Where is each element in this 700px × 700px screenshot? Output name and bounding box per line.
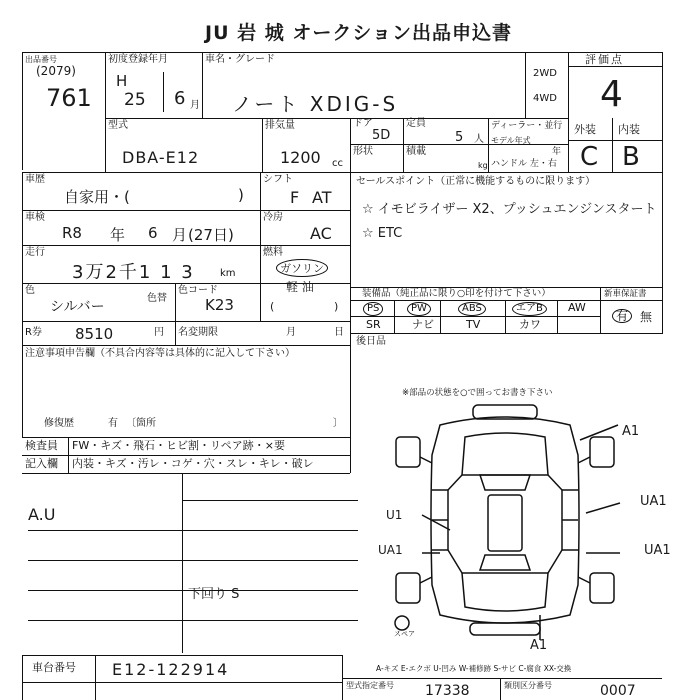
displacement-unit: cc [332, 158, 343, 169]
type-label: 型式 [108, 120, 128, 131]
model-year-unit: 年 [552, 147, 562, 157]
attachments-label: 後日品 [356, 336, 386, 347]
repair-close: 〕 [333, 418, 343, 429]
name-change-month-unit: 月 [286, 327, 296, 338]
aircon-label: 冷房 [263, 212, 283, 223]
aircon-value: AC [310, 224, 332, 243]
damage-mark-ua1-left: UA1 [378, 543, 403, 557]
shape-label: 形状 [353, 146, 373, 157]
dealer-label: ディーラー・並行 [491, 121, 563, 131]
shift-value: AT [312, 188, 332, 207]
registration-month: 6 [174, 88, 186, 109]
equip-leather: カワ [519, 318, 541, 331]
registration-year: 25 [124, 90, 146, 110]
mileage-label: 走行 [25, 247, 45, 258]
model-year-label: モデル年式 [491, 136, 531, 145]
equip-airbag: エアB [512, 302, 547, 316]
color-label: 色 [25, 285, 35, 296]
mileage-value: 3万2千1 1 3 [72, 262, 195, 283]
warranty-yes: 有 [612, 309, 632, 323]
damage-mark-a1-bottom: A1 [530, 638, 548, 653]
model-label: 車名・グレード [205, 54, 275, 65]
inspection-era: R8 [62, 224, 82, 242]
registration-label: 初度登録年月 [108, 54, 168, 65]
registration-month-unit: 月 [190, 100, 200, 111]
category-label: 車歴 [25, 174, 45, 185]
capacity-value: 5 [455, 130, 464, 145]
equip-aw: AW [568, 301, 586, 314]
fuel-paren-close: ) [334, 300, 339, 313]
equip-navi: ナビ [412, 318, 434, 331]
doors-value: 5D [372, 128, 391, 143]
notes-label: 注意事項申告欄（不具合内容等は具体的に記入して下さい） [25, 348, 295, 359]
handle-label: ハンドル 左・右 [491, 159, 557, 169]
damage-mark-a1-top: A1 [622, 424, 640, 439]
fuel-diesel: 軽 油 [286, 280, 314, 294]
lot-area-label: 出品番号 [25, 55, 57, 64]
lot-code: (2079) [36, 64, 76, 78]
inspection-day: (27日) [188, 226, 234, 244]
repair-value: 有 [108, 418, 118, 429]
category-value: 自家用・( [64, 188, 130, 206]
exterior-value: C [580, 142, 599, 172]
form-title: JU 岩 城 オークション出品申込書 [205, 22, 512, 44]
shift-prefix: F [290, 188, 300, 207]
name-change-day-unit: 日 [334, 327, 344, 338]
equip-abs: ABS [458, 302, 486, 316]
diagram-hint: ※部品の状態を○で囲ってお書き下さい [402, 388, 553, 398]
category-class-value: 0007 [600, 683, 636, 699]
type-designation-value: 17338 [425, 683, 470, 699]
name-change-label: 名変期限 [178, 327, 218, 338]
inspector-note-2: 下回り S [188, 587, 240, 602]
car-diagram [380, 395, 630, 645]
sales-points-line1: ☆ イモビライザー X2、プッシュエンジンスタート [362, 202, 657, 217]
interior-label: 内装 [618, 123, 640, 136]
inspector-label-2: 記入欄 [25, 457, 58, 470]
shift-label: シフト [263, 174, 293, 185]
type-designation-label: 型式指定番号 [346, 681, 394, 690]
interior-value: B [622, 142, 640, 172]
equip-ps: PS [363, 302, 383, 316]
recycle-unit: 円 [154, 327, 164, 338]
doors-label: ドア [353, 118, 373, 129]
grade-label: 評価点 [585, 53, 624, 66]
equipment-label: 装備品（純正品に限り○印を付けて下さい） [362, 288, 551, 299]
fuel-paren-open: ( [270, 300, 275, 313]
inspection-month-unit: 月 [172, 226, 188, 244]
category-class-label: 類別区分番号 [504, 681, 552, 690]
drive-2wd-label: 2WD [533, 68, 557, 79]
chassis-label: 車台番号 [32, 661, 76, 674]
spare-label: スペア [394, 630, 415, 638]
drive-4wd-label: 4WD [533, 93, 557, 104]
sales-points-line2: ☆ ETC [362, 226, 403, 241]
recycle-label: R券 [25, 327, 42, 338]
type-value: DBA-E12 [122, 148, 200, 167]
damage-mark-ua1-right-2: UA1 [644, 543, 671, 558]
capacity-unit: 人 [474, 134, 484, 145]
model-value: ノート XDIG-S [232, 92, 399, 116]
repair-label: 修復歴 [44, 418, 74, 429]
new-car-warranty-label: 新車保証書 [604, 289, 647, 299]
displacement-label: 排気量 [265, 120, 295, 131]
grade-value: 4 [600, 74, 623, 115]
fuel-gasoline: ガソリン [276, 259, 328, 277]
equip-sr: SR [366, 318, 381, 331]
inspector-row-1: FW・キズ・飛石・ヒビ割・リペア跡・×要 [72, 439, 285, 452]
lot-number: 761 [46, 84, 92, 112]
warranty-no: 無 [640, 310, 653, 324]
color-code-label: 色コード [178, 285, 218, 296]
inspection-month: 6 [148, 224, 158, 242]
recycle-value: 8510 [75, 325, 114, 343]
color-value: シルバー [50, 299, 105, 315]
fuel-label: 燃料 [263, 247, 283, 258]
damage-legend: A-キズ E-エクボ U-凹み W-補修跡 S-サビ C-腐食 XX-交換 [376, 664, 572, 673]
chassis-value: E12-122914 [112, 660, 230, 679]
color-code: K23 [205, 296, 234, 314]
damage-mark-ua1-right: UA1 [640, 494, 667, 509]
inspection-year-unit: 年 [110, 226, 126, 244]
capacity-label: 定員 [406, 118, 426, 129]
displacement-value: 1200 [280, 148, 321, 167]
mileage-unit: km [220, 268, 236, 279]
exterior-label: 外装 [574, 123, 596, 136]
damage-mark-u1: U1 [386, 508, 403, 522]
inspector-row-2: 内装・キズ・汚レ・コゲ・穴・スレ・キレ・破レ [72, 457, 314, 470]
repair-bracket: 〔箇所 [126, 418, 156, 429]
load-label: 積載 [406, 146, 426, 157]
inspector-label-1: 検査員 [25, 439, 58, 452]
sales-points-label: セールスポイント（正常に機能するものに限ります） [356, 176, 596, 187]
equip-pw: PW [407, 302, 431, 316]
inspection-label: 車検 [25, 212, 45, 223]
category-close: ) [238, 186, 244, 204]
load-unit: kg [478, 161, 488, 170]
equip-tv: TV [466, 318, 481, 331]
registration-era: H [116, 72, 128, 90]
inspector-note-1: A.U [28, 505, 56, 524]
color-no-label: 色替 [147, 293, 167, 304]
